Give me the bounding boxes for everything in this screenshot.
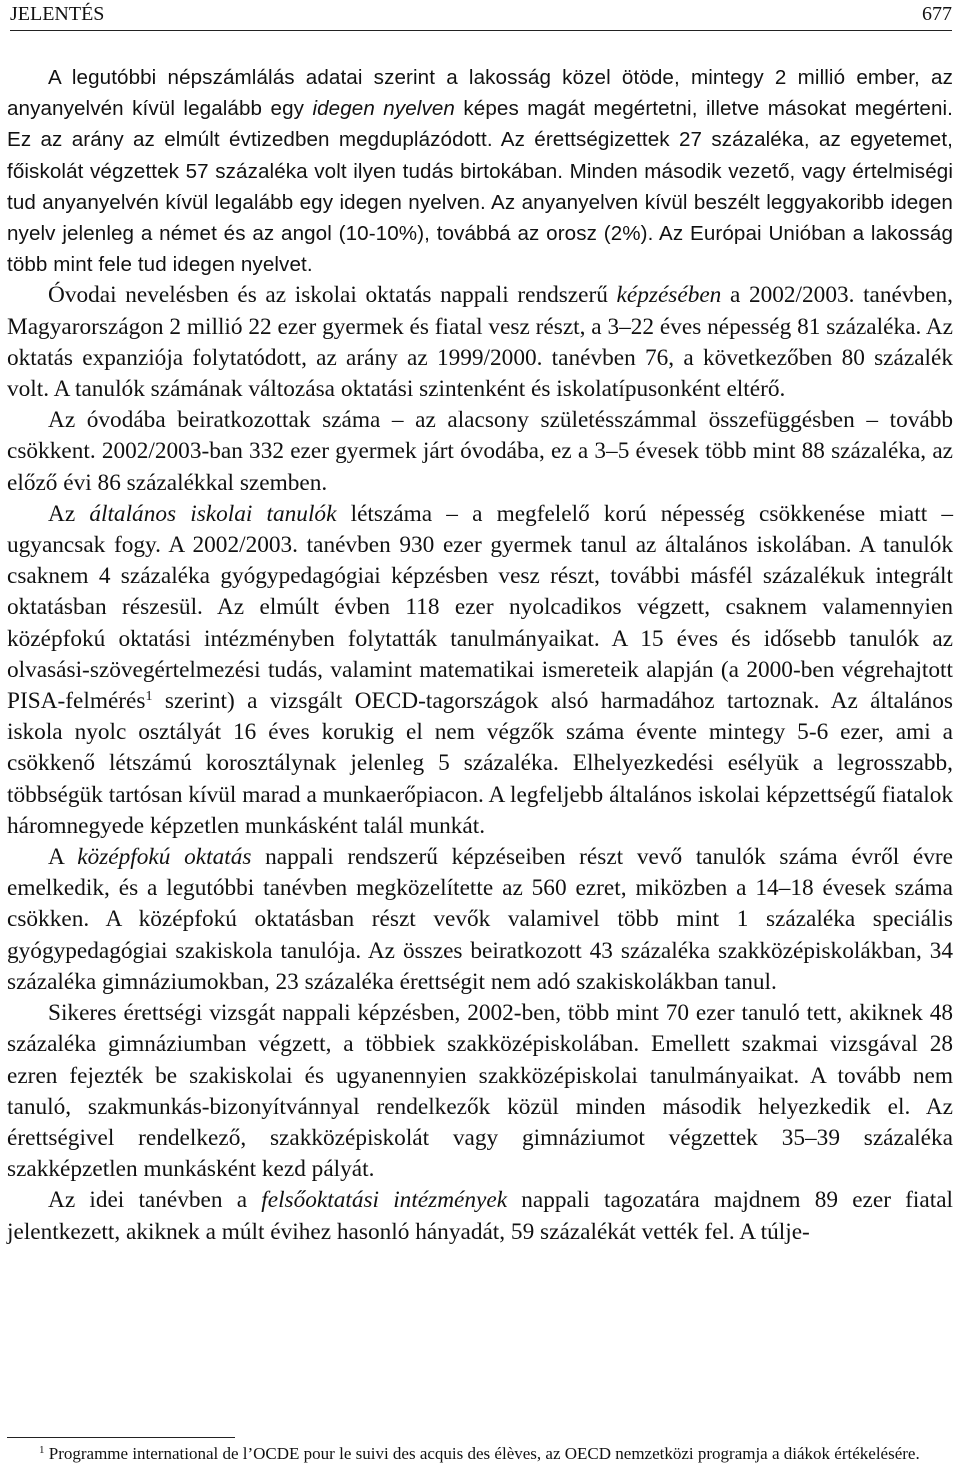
paragraph-secondary-education (7, 842, 953, 998)
paragraph-enrollment (7, 280, 953, 405)
footnote-reference[interactable]: 1 (145, 689, 153, 705)
paragraph-text: szerint) a vizsgált OECD-tagországok alsó harmadához tartoznak. Az általános iskola nyolc osztályát 16 éves korukig el nem végzők száma évente mintegy 5-6 ezer, ami a csökkenő létszámú korosztálynak jelenleg 5 százaléka. Elhelyezkedési esélyük a legrosszabb, többségük tartósan kívül marad a munkaerőpiacon. A legfeljebb általános iskolai képzettségű fiatalok háromnegyede képzetlen munkásként talál munkát. (7, 688, 953, 839)
paragraph-primary-school (7, 499, 953, 842)
emphasis-term: képzésében (616, 282, 722, 309)
paragraph-text: létszáma – a megfelelő korú népesség csökkenése miatt – ugyancsak fogy. A 2002/2003. tanévben 930 ezer gyermek tanul az általános iskolában. A tanulók csaknem 4 százaléka gyógypedagógiai képzésben vesz részt, további másfél százalékuk integrált oktatásban részesül. Az elmúlt évben 118 ezer nyolcadikos végzett, csaknem valamennyien középfokú oktatási intézményben folytatták tanulmányaikat. A 15 éves és idősebb tanulók az olvasási-szövegértelmezési tudás, valamint matematikai ismereteik alapján (a 2000-ben végrehajtott PISA-felmérés (7, 500, 953, 715)
paragraph-text: nappali rendszerű képzéseiben részt vevő tanulók száma évről évre emelkedik, és a legutóbbi tanévben megközelítette az 560 ezret, miközben a 14–18 évesek száma csökken. A középfokú oktatásban részt vevők valamivel több mint 1 százaléka speciális gyógypedagógiai szakiskola tanulója. Az összes beiratkozott 43 százaléka szakközépiskolákban, 34 százaléka gimnáziumokban, 23 százaléka érettségit nem adó szakiskolákban tanul. (7, 844, 953, 995)
footnote-text: Programme international de l’OCDE pour le suivi des acquis des élèves, az OECD nemzetközi programja a diákok értékelésére. (44, 1444, 920, 1463)
emphasis-term: idegen nyelven (312, 97, 455, 121)
emphasis-term: felsőoktatási intézmények (261, 1187, 508, 1214)
footnote-text-block (7, 1443, 953, 1465)
paragraph-text: A (48, 844, 78, 871)
report-body (7, 62, 953, 1248)
footnote-marker: 1 (39, 1444, 45, 1456)
paragraph-graduation (7, 998, 953, 1185)
running-title: JELENTÉS (10, 3, 105, 25)
paragraph-text: Az idei tanévben a (48, 1187, 262, 1214)
paragraph-text: Óvodai nevelésben és az iskolai oktatás nappali rendszerű (48, 282, 617, 309)
paragraph-higher-education (7, 1185, 953, 1247)
paragraph-text: a 2002/2003. tanévben, Magyarországon 2 millió 22 ezer gyermek és fiatal vesz részt, a 3–22 éves népesség 81 százaléka. Az oktatás expanziója folytatódott, az arány az 1999/2000. tanévben 76, a következőben 80 százalék volt. A tanulók számának változása oktatási szintenként és iskolatípusonként eltérő. (7, 282, 953, 403)
paragraph-language-skills (7, 62, 953, 280)
paragraph-text: képes magát megértetni, illetve másokat megérteni. Ez az arány az elmúlt évtizedben megduplázódott. Az érettségizettek 27 százaléka, az egyetemet, főiskolát végzettek 57 százaléka volt ilyen tudás birtokában. Minden második vezető, vagy értelmiségi tud anyanyelvén kívül legalább egy idegen nyelven. Az anyanyelven kívül beszélt leggyakoribb idegen nyelv jelenleg a német és az angol (10-10%), továbbá az orosz (2%). Az Európai Unióban a lakosság több mint fele tud idegen nyelvet. (7, 97, 953, 277)
footnote-divider (7, 1437, 235, 1438)
paragraph-kindergarten (7, 405, 953, 499)
paragraph-text: Sikeres érettségi vizsgát nappali képzésben, 2002-ben, több mint 70 ezer tanuló tett, akiknek 48 százaléka gimnáziumban végzett, a többiek szakközépiskolában. Emellett szakmai vizsgával 28 ezren fejezték be szakiskolai és ugyanennyien szakközépiskolai tanulmányaikat. A tovább nem tanuló, szakmunkás-bizonyítvánnyal rendelkezők közül minden második helyezkedik el. Az érettségivel rendelkező, szakközépiskolát vagy gimnáziumot végzettek 35–39 százaléka szakképzetlen munkásként kezd pályát. (7, 1000, 953, 1183)
paragraph-text: nappali tagozatára majdnem 89 ezer fiatal jelentkezett, akiknek a múlt évihez hasonló hányadát, 59 százalékát vették fel. A túlje- (7, 1187, 954, 1245)
paragraph-text: Az (48, 500, 90, 527)
emphasis-term: általános iskolai tanulók (89, 500, 337, 527)
footnote (7, 1443, 953, 1465)
paragraph-text: A legutóbbi népszámlálás adatai szerint a lakosság közel ötöde, mintegy 2 millió ember, az anyanyelvén kívül legalább egy (7, 66, 953, 121)
emphasis-term: középfokú oktatás (77, 844, 252, 871)
page-number: 677 (922, 3, 952, 25)
paragraph-text: Az óvodába beiratkozottak száma – az alacsony születésszámmal összefüggésben – tovább csökkent. 2002/2003-ban 332 ezer gyermek járt óvodába, ez a 3–5 évesek több mint 88 százaléka, az előző évi 86 százalékkal szemben. (7, 407, 953, 496)
running-header (10, 2, 952, 31)
